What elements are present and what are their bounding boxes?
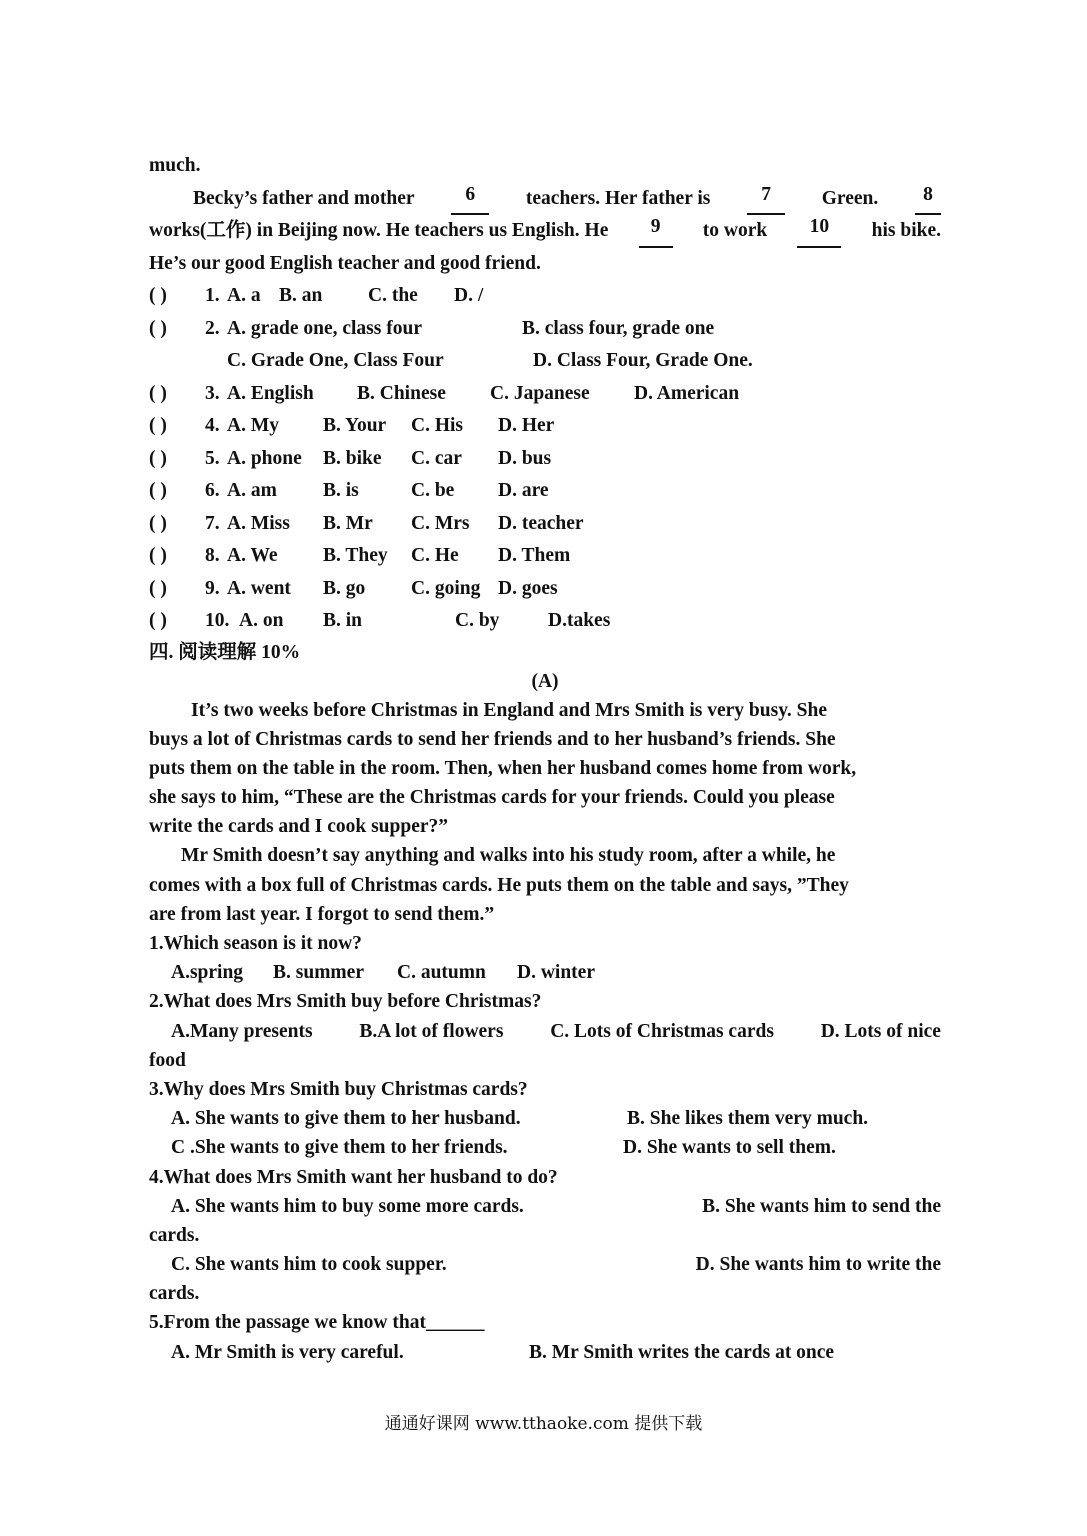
reading-line: buys a lot of Christmas cards to send her friends and to her husband’s friends. She [149,728,836,750]
reading-line: write the cards and I cook supper?” [149,816,449,838]
question-4: 4.What does Mrs Smith want her husband to do? [149,1166,558,1188]
passage-label: (A) [531,670,559,692]
question-2-options-cont: food [149,1049,186,1071]
blank-8: 8 [915,183,941,216]
question-3: 3.Why does Mrs Smith buy Christmas cards? [149,1078,528,1100]
choice-row-4: ( ) 4. A. My B. Your C. His D. Her [149,410,941,443]
question-3-options-ab: A. She wants to give them to her husband. B. She likes them very much. [171,1108,869,1130]
answer-bracket: ( ) [149,577,167,599]
choice-row-3: ( ) 3. A. English B. Chinese C. Japanese D. American [149,378,941,411]
question-4-options-ab: A. She wants him to buy some more cards. B. She wants him to send the [171,1195,941,1217]
choice-row-8: ( ) 8. A. We B. They C. He D. Them [149,540,941,573]
worksheet-page [149,150,941,1367]
blank-6: 6 [451,183,489,216]
blank-7: 7 [747,183,785,216]
choice-row-5: ( ) 5. A. phone B. bike C. car D. bus [149,443,941,476]
passage-line-1: much. [149,155,201,176]
passage-line-2: Becky’s father and mother 6 teachers. Her father is 7 Green. 8 [149,183,941,216]
answer-bracket: ( ) [149,480,167,501]
choice-row-6: ( ) 6. A. am B. is C. be D. are [149,475,941,508]
passage-line-3: works(工作) in Beijing now. He teachers us English. He 9 to work 10 his bike. [149,215,941,248]
reading-line: It’s two weeks before Christmas in England and Mrs Smith is very busy. She [191,699,827,721]
question-4-options-cd-cont: cards. [149,1283,200,1305]
reading-line: Mr Smith doesn’t say anything and walks into his study room, after a while, he [181,845,836,867]
reading-line: comes with a box full of Christmas cards. He puts them on the table and says, ”They [149,874,849,896]
question-3-options-cd: C .She wants to give them to her friends. D. She wants to sell them. [171,1137,836,1159]
reading-line: puts them on the table in the room. Then, when her husband comes home from work, [149,757,857,779]
answer-bracket: ( ) [149,415,167,436]
answer-bracket: ( ) [149,317,167,339]
question-5: 5.From the passage we know that______ [149,1312,485,1334]
question-1: 1.Which season is it now? [149,933,362,954]
answer-bracket: ( ) [149,610,167,631]
reading-line: are from last year. I forgot to send them.” [149,903,495,925]
passage-line-4: He’s our good English teacher and good friend. [149,252,541,274]
choice-row-1: ( ) 1. A. a B. an C. the D. / [149,280,941,313]
question-2: 2.What does Mrs Smith buy before Christmas? [149,991,542,1013]
answer-bracket: ( ) [149,285,167,306]
choice-row-9: ( ) 9. A. went B. go C. going D. goes [149,573,941,606]
question-4-options-ab-cont: cards. [149,1224,200,1246]
answer-bracket: ( ) [149,545,167,566]
question-1-options: A.spring B. summer C. autumn D. winter [171,962,595,984]
reading-line: she says to him, “These are the Christmas cards for your friends. Could you please [149,787,835,809]
choice-row-7: ( ) 7. A. Miss B. Mr C. Mrs D. teacher [149,508,941,541]
question-4-options-cd: C. She wants him to cook supper. D. She wants him to write the [171,1254,941,1276]
choice-row-10: ( ) 10. A. on B. in C. by D.takes [149,605,941,638]
blank-9: 9 [639,215,673,248]
choice-row-2-continued: C. Grade One, Class Four D. Class Four, Grade One. [227,350,753,371]
page-footer: 通通好课网 www.tthaoke.com 提供下载 [384,1414,703,1434]
answer-bracket: ( ) [149,512,167,534]
question-2-options: A.Many presents B.A lot of flowers C. Lots of Christmas cards D. Lots of nice [171,1020,941,1042]
answer-bracket: ( ) [149,382,167,404]
section-heading: 四. 阅读理解 10% [149,641,301,663]
question-5-options: A. Mr Smith is very careful. B. Mr Smith writes the cards at once [171,1341,835,1363]
choice-row-2: ( ) 2. A. grade one, class four B. class four, grade one [149,313,941,346]
blank-10: 10 [797,215,841,248]
answer-bracket: ( ) [149,447,167,469]
